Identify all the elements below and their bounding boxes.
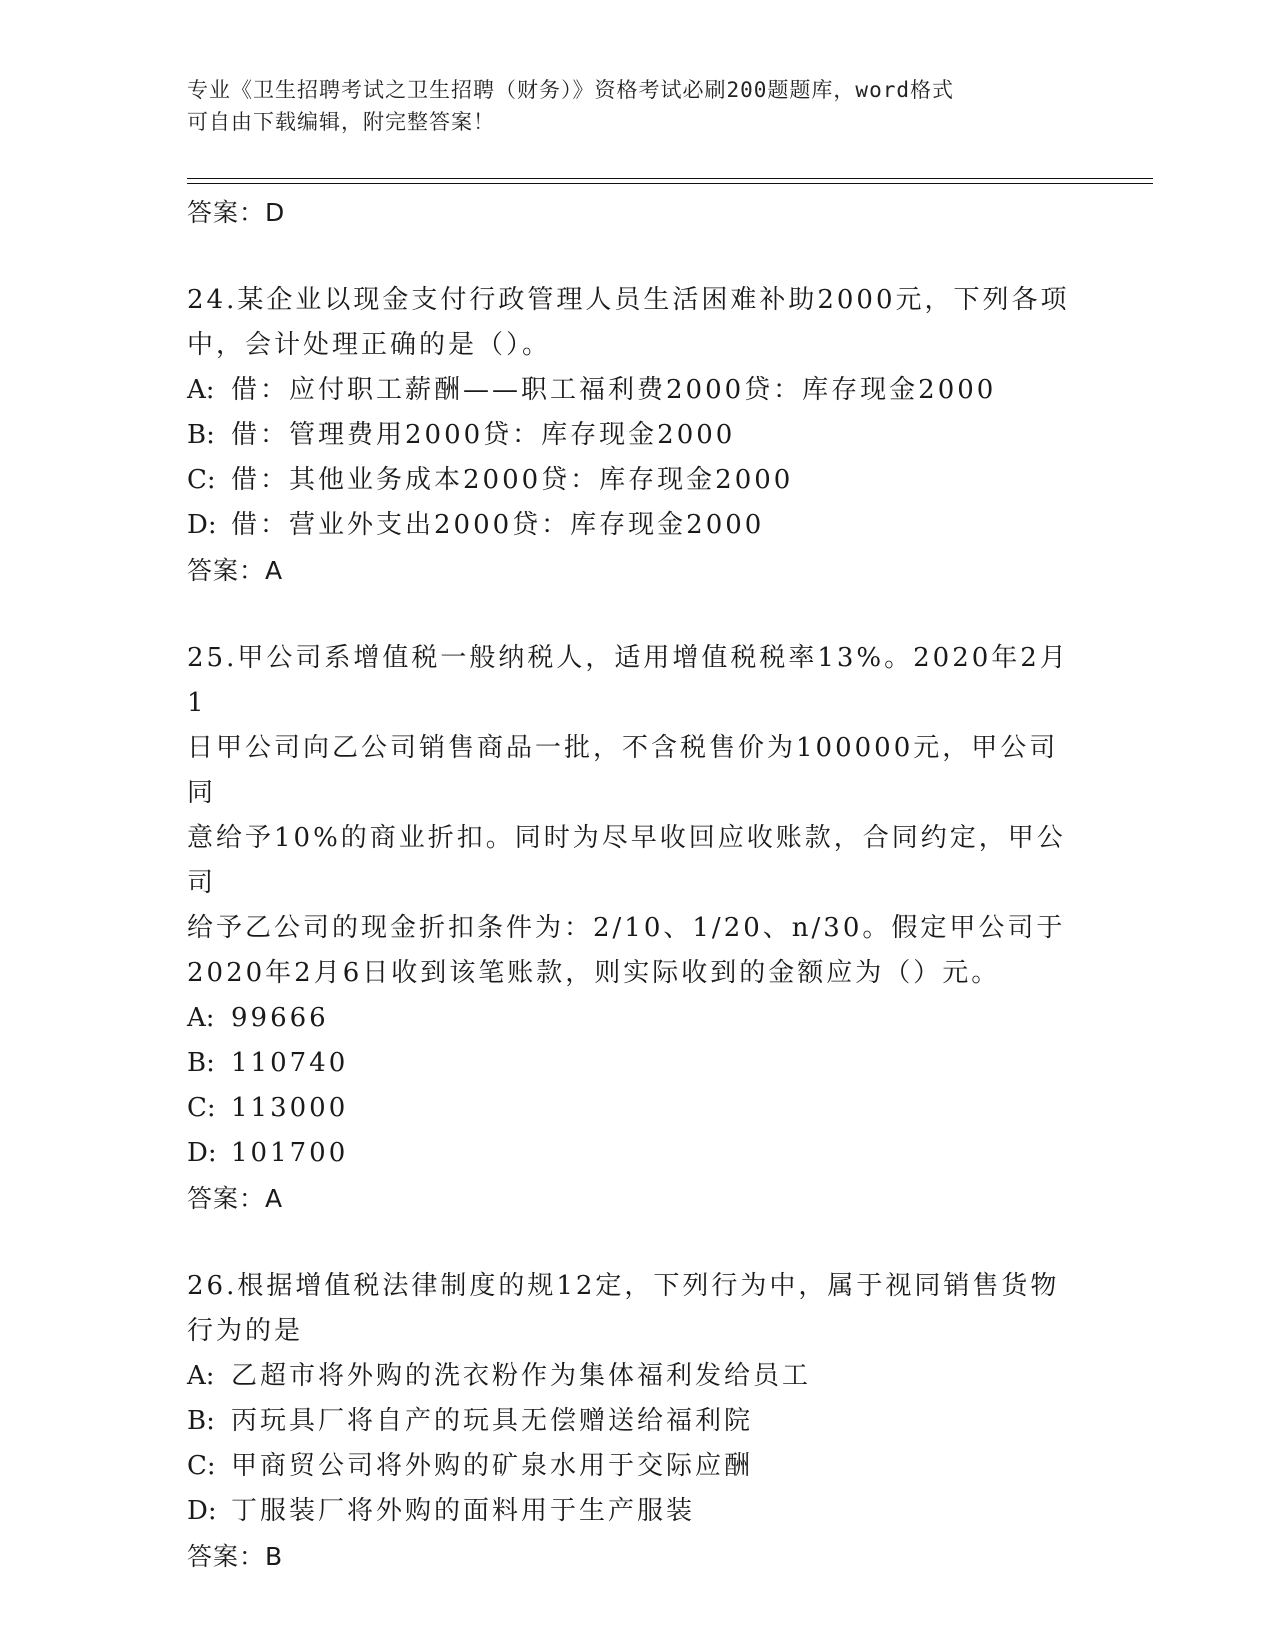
option-text: 丁服装厂将外购的面料用于生产服装: [231, 1496, 696, 1526]
question-24: [187, 278, 1087, 594]
question-answer: 答案：B: [187, 1542, 284, 1571]
option-text: 99666: [231, 1003, 329, 1033]
option-b: [187, 1041, 1087, 1086]
option-text: 借：其他业务成本2000贷：库存现金2000: [231, 465, 794, 495]
option-b: [187, 1399, 1087, 1444]
question-answer: 答案：A: [187, 556, 284, 585]
option-a: [187, 368, 1087, 413]
option-c: [187, 1444, 1087, 1489]
question-stem-line: 意给予10%的商业折扣。同时为尽早收回应收账款，合同约定，甲公司: [187, 823, 1066, 898]
option-text: 甲商贸公司将外购的矿泉水用于交际应酬: [231, 1451, 754, 1481]
option-d: [187, 1131, 1087, 1176]
option-text: 101700: [231, 1138, 349, 1168]
option-letter: B:: [187, 420, 215, 450]
option-letter: A:: [187, 375, 215, 405]
option-letter: A:: [187, 1361, 215, 1391]
document-body: [187, 190, 1087, 1580]
question-stem-line: 给予乙公司的现金折扣条件为：2/10、1/20、n/30。假定甲公司于: [187, 913, 1066, 943]
header-line-1: 专业《卫生招聘考试之卫生招聘（财务）》资格考试必刷200题题库，word格式: [187, 78, 954, 102]
option-a: [187, 1354, 1087, 1399]
question-25: [187, 636, 1087, 1222]
document-header: [187, 74, 1067, 138]
option-text: 借：营业外支出2000贷：库存现金2000: [231, 510, 765, 540]
option-text: 110740: [231, 1048, 349, 1078]
option-letter: C:: [187, 1451, 216, 1481]
option-letter: D:: [187, 1496, 217, 1526]
option-text: 113000: [231, 1093, 349, 1123]
previous-answer: 答案：D: [187, 198, 286, 227]
option-letter: D:: [187, 510, 217, 540]
question-stem-line: 25.甲公司系增值税一般纳税人，适用增值税税率13%。2020年2月1: [187, 643, 1069, 718]
option-text: 借：管理费用2000贷：库存现金2000: [231, 420, 736, 450]
question-stem-line: 2020年2月6日收到该笔账款，则实际收到的金额应为（）元。: [187, 958, 1001, 988]
header-rule-top: [187, 178, 1153, 179]
option-text: 借：应付职工薪酬——职工福利费2000贷：库存现金2000: [231, 375, 997, 405]
option-letter: B:: [187, 1406, 215, 1436]
option-letter: A:: [187, 1003, 215, 1033]
spacer: [187, 1222, 1087, 1264]
question-stem-line: 行为的是: [187, 1316, 304, 1346]
option-letter: C:: [187, 465, 216, 495]
option-c: [187, 458, 1087, 503]
question-stem-line: 日甲公司向乙公司销售商品一批，不含税售价为100000元，甲公司同: [187, 733, 1059, 808]
option-c: [187, 1086, 1087, 1131]
header-rule-bottom: [187, 183, 1153, 184]
question-stem-line: 24.某企业以现金支付行政管理人员生活困难补助2000元，下列各项: [187, 285, 1070, 315]
option-b: [187, 413, 1087, 458]
question-stem-line: 26.根据增值税法律制度的规12定，下列行为中，属于视同销售货物: [187, 1271, 1060, 1301]
option-letter: D:: [187, 1138, 217, 1168]
spacer: [187, 236, 1087, 278]
header-line-2: 可自由下载编辑，附完整答案！: [187, 110, 495, 134]
option-text: 乙超市将外购的洗衣粉作为集体福利发给员工: [231, 1361, 812, 1391]
option-d: [187, 503, 1087, 548]
option-a: [187, 996, 1087, 1041]
question-26: [187, 1264, 1087, 1580]
option-letter: C:: [187, 1093, 216, 1123]
option-text: 丙玩具厂将自产的玩具无偿赠送给福利院: [231, 1406, 754, 1436]
question-answer: 答案：A: [187, 1184, 284, 1213]
question-stem-line: 中，会计处理正确的是（）。: [187, 330, 552, 360]
option-d: [187, 1489, 1087, 1534]
spacer: [187, 594, 1087, 636]
option-letter: B:: [187, 1048, 215, 1078]
